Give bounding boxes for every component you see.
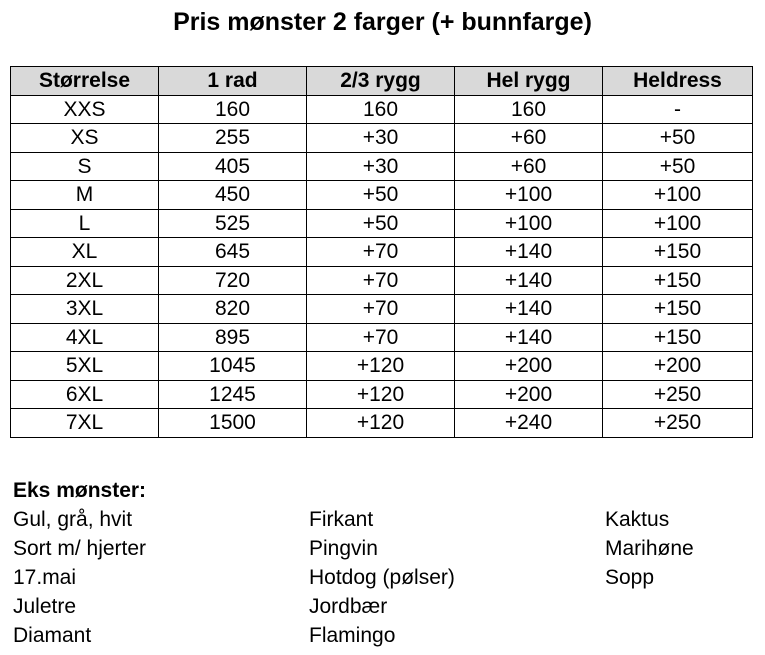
- table-row: [11, 323, 753, 352]
- price-cell: +100: [455, 181, 603, 210]
- price-cell: 160: [159, 95, 307, 124]
- example-pattern-item: 17.mai: [13, 566, 77, 589]
- price-cell: +50: [307, 181, 455, 210]
- example-pattern-item: Hotdog (pølser): [309, 566, 455, 589]
- price-cell: +150: [603, 295, 753, 324]
- example-pattern-item: Juletre: [13, 595, 77, 618]
- price-cell: +140: [455, 295, 603, 324]
- table-row: [11, 295, 753, 324]
- size-cell: 6XL: [11, 380, 159, 409]
- column-header-hel-rygg: Hel rygg: [455, 67, 603, 96]
- example-pattern-item: Gul, grå, hvit: [13, 508, 133, 531]
- table-row: [11, 95, 753, 124]
- price-cell: +30: [307, 124, 455, 153]
- size-cell: 7XL: [11, 409, 159, 438]
- price-cell: +30: [307, 152, 455, 181]
- example-pattern-item: Diamant: [13, 624, 92, 647]
- price-cell: +50: [307, 209, 455, 238]
- column-header-heldress: Heldress: [603, 67, 753, 96]
- examples-heading: Eks mønster:: [13, 479, 147, 502]
- size-cell: XXS: [11, 95, 159, 124]
- price-cell: 405: [159, 152, 307, 181]
- price-cell: +120: [307, 352, 455, 381]
- size-cell: 4XL: [11, 323, 159, 352]
- column-header-size: Størrelse: [11, 67, 159, 96]
- table-header-row: [11, 67, 753, 96]
- price-cell: +140: [455, 266, 603, 295]
- example-pattern-item: Jordbær: [309, 595, 388, 618]
- price-cell: 645: [159, 238, 307, 267]
- price-cell: +100: [603, 181, 753, 210]
- price-cell: 255: [159, 124, 307, 153]
- examples-column-1: [13, 505, 146, 650]
- table-body: [11, 95, 753, 437]
- example-pattern-item: Sopp: [605, 566, 655, 589]
- price-cell: +60: [455, 152, 603, 181]
- size-cell: M: [11, 181, 159, 210]
- examples-section: [13, 476, 758, 655]
- column-header-1-rad: 1 rad: [159, 67, 307, 96]
- table-row: [11, 209, 753, 238]
- table-row: [11, 181, 753, 210]
- price-cell: +200: [455, 380, 603, 409]
- price-cell: +60: [455, 124, 603, 153]
- size-cell: 2XL: [11, 266, 159, 295]
- price-cell: +70: [307, 323, 455, 352]
- column-header-2-3-rygg: 2/3 rygg: [307, 67, 455, 96]
- price-cell: +50: [603, 152, 753, 181]
- price-cell: +200: [603, 352, 753, 381]
- price-cell: +240: [455, 409, 603, 438]
- price-cell: 895: [159, 323, 307, 352]
- price-cell: 1245: [159, 380, 307, 409]
- price-cell: +70: [307, 295, 455, 324]
- price-cell: +100: [603, 209, 753, 238]
- table-row: [11, 380, 753, 409]
- example-pattern-item: Firkant: [309, 508, 374, 531]
- price-cell: +150: [603, 266, 753, 295]
- example-pattern-item: Flamingo: [309, 624, 396, 647]
- table-row: [11, 238, 753, 267]
- price-cell: +100: [455, 209, 603, 238]
- price-cell: +50: [603, 124, 753, 153]
- example-pattern-item: Pingvin: [309, 537, 378, 560]
- price-cell: +150: [603, 238, 753, 267]
- example-pattern-item: Marihøne: [605, 537, 694, 560]
- table-row: [11, 352, 753, 381]
- examples-column-2: [309, 505, 455, 650]
- price-cell: +250: [603, 380, 753, 409]
- price-table: [10, 66, 753, 438]
- table-row: [11, 266, 753, 295]
- example-pattern-item: Sort m/ hjerter: [13, 537, 147, 560]
- price-cell: +140: [455, 323, 603, 352]
- examples-column-3: [605, 505, 694, 592]
- size-cell: 3XL: [11, 295, 159, 324]
- size-cell: XL: [11, 238, 159, 267]
- price-cell: +150: [603, 323, 753, 352]
- price-cell: 720: [159, 266, 307, 295]
- price-cell: -: [603, 95, 753, 124]
- examples-columns: [13, 505, 758, 655]
- price-cell: +120: [307, 409, 455, 438]
- price-cell: 525: [159, 209, 307, 238]
- price-cell: 1045: [159, 352, 307, 381]
- price-cell: +70: [307, 266, 455, 295]
- price-cell: +120: [307, 380, 455, 409]
- example-pattern-item: Kaktus: [605, 508, 670, 531]
- size-cell: XS: [11, 124, 159, 153]
- price-cell: 820: [159, 295, 307, 324]
- size-cell: 5XL: [11, 352, 159, 381]
- price-cell: 160: [307, 95, 455, 124]
- table-row: [11, 124, 753, 153]
- price-cell: +140: [455, 238, 603, 267]
- price-cell: 1500: [159, 409, 307, 438]
- size-cell: L: [11, 209, 159, 238]
- table-row: [11, 409, 753, 438]
- size-cell: S: [11, 152, 159, 181]
- price-cell: +250: [603, 409, 753, 438]
- price-cell: 160: [455, 95, 603, 124]
- table-row: [11, 152, 753, 181]
- page-title: Pris mønster 2 farger (+ bunnfarge): [173, 8, 592, 36]
- price-cell: 450: [159, 181, 307, 210]
- price-cell: +200: [455, 352, 603, 381]
- price-cell: +70: [307, 238, 455, 267]
